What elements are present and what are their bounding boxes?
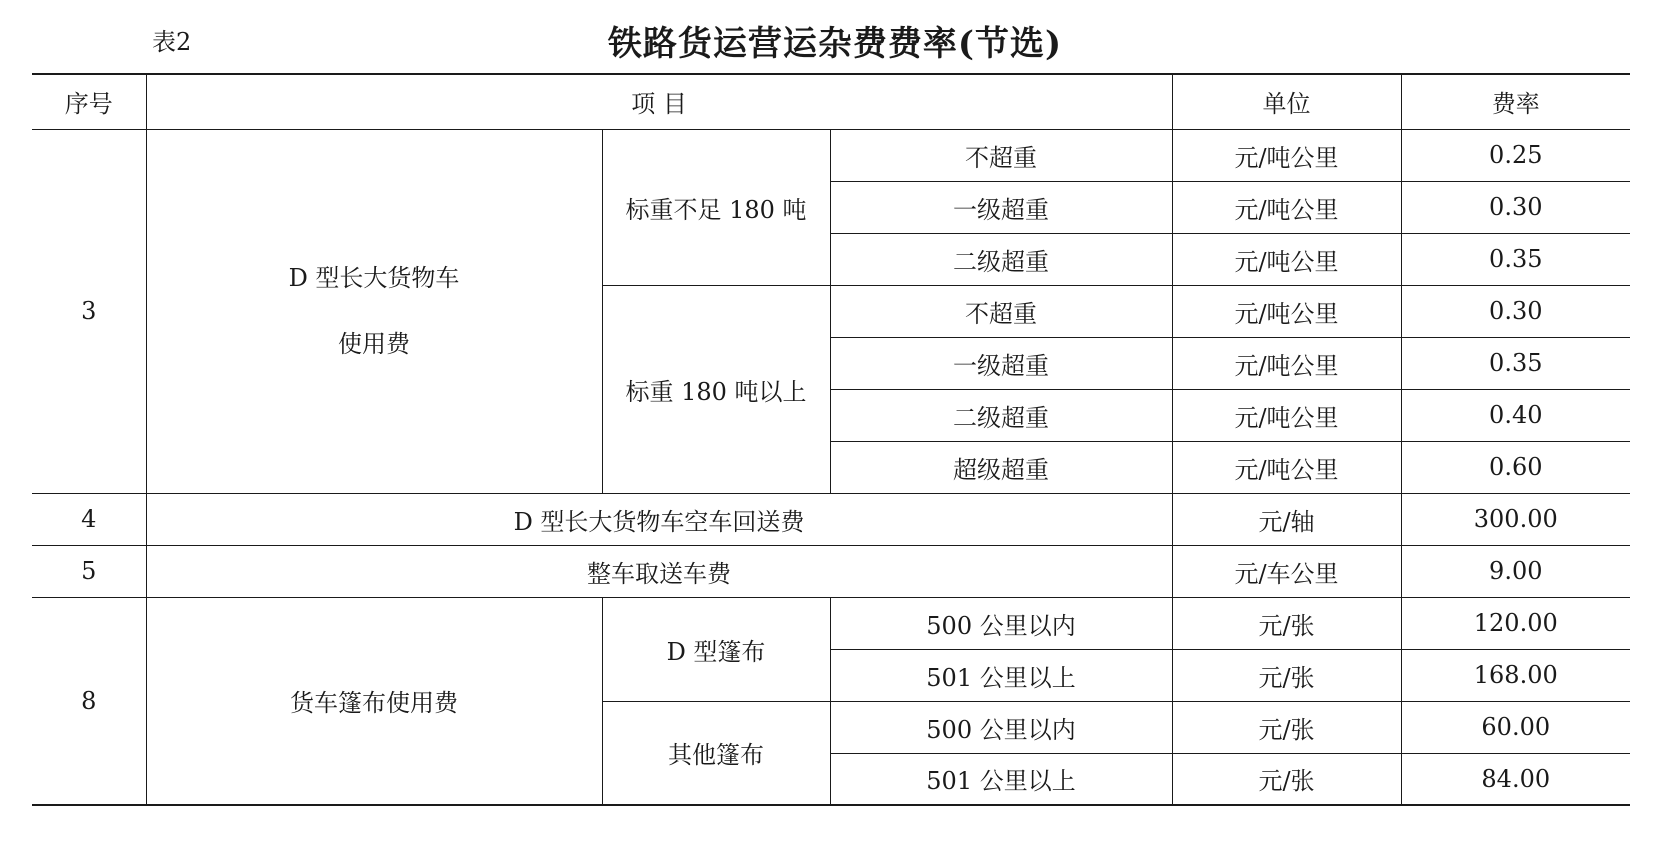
unit-cell: 元/张 xyxy=(1172,753,1401,805)
item-name-line: 使用费 xyxy=(338,330,410,358)
unit-cell: 元/吨公里 xyxy=(1172,441,1401,493)
item-name-line: D 型长大货物车 xyxy=(288,264,460,292)
group-label-cell: 标重不足 180 吨 xyxy=(602,129,830,285)
level-cell: 一级超重 xyxy=(830,337,1172,389)
rate-table xyxy=(32,73,1630,806)
item-name-cell: D 型长大货物车空车回送费 xyxy=(146,493,1172,545)
unit-cell: 元/张 xyxy=(1172,701,1401,753)
rate-cell: 0.60 xyxy=(1401,441,1630,493)
group-label-cell: 其他篷布 xyxy=(602,701,830,805)
rate-cell: 0.30 xyxy=(1401,285,1630,337)
level-cell: 501 公里以上 xyxy=(830,649,1172,701)
table-title: 铁路货运营运杂费费率(节选) xyxy=(607,24,1063,64)
table-caption: 表2 xyxy=(152,28,192,56)
level-cell: 二级超重 xyxy=(830,233,1172,285)
rate-cell: 9.00 xyxy=(1401,545,1630,597)
item-name-cell: 货车篷布使用费 xyxy=(146,597,602,805)
header-item: 项 目 xyxy=(146,74,1172,129)
level-cell: 一级超重 xyxy=(830,181,1172,233)
seq-cell: 3 xyxy=(32,129,146,493)
rate-cell: 0.35 xyxy=(1401,337,1630,389)
table-row xyxy=(32,493,1630,545)
level-cell: 500 公里以内 xyxy=(830,701,1172,753)
group-label-cell: D 型篷布 xyxy=(602,597,830,701)
item-name-cell: 整车取送车费 xyxy=(146,545,1172,597)
seq-cell: 8 xyxy=(32,597,146,805)
level-cell: 超级超重 xyxy=(830,441,1172,493)
table-row xyxy=(32,545,1630,597)
table-row xyxy=(32,597,1630,649)
header-unit: 单位 xyxy=(1172,74,1401,129)
level-cell: 不超重 xyxy=(830,285,1172,337)
rate-cell: 0.40 xyxy=(1401,389,1630,441)
unit-cell: 元/吨公里 xyxy=(1172,389,1401,441)
unit-cell: 元/吨公里 xyxy=(1172,285,1401,337)
header-rate: 费率 xyxy=(1401,74,1630,129)
unit-cell: 元/车公里 xyxy=(1172,545,1401,597)
header-row xyxy=(32,74,1630,129)
unit-cell: 元/张 xyxy=(1172,649,1401,701)
unit-cell: 元/吨公里 xyxy=(1172,337,1401,389)
item-name-cell xyxy=(146,129,602,493)
unit-cell: 元/吨公里 xyxy=(1172,181,1401,233)
rate-cell: 0.25 xyxy=(1401,129,1630,181)
rate-cell: 168.00 xyxy=(1401,649,1630,701)
unit-cell: 元/吨公里 xyxy=(1172,233,1401,285)
level-cell: 二级超重 xyxy=(830,389,1172,441)
rate-cell: 120.00 xyxy=(1401,597,1630,649)
unit-cell: 元/吨公里 xyxy=(1172,129,1401,181)
seq-cell: 5 xyxy=(32,545,146,597)
level-cell: 501 公里以上 xyxy=(830,753,1172,805)
rate-cell: 84.00 xyxy=(1401,753,1630,805)
rate-cell: 0.35 xyxy=(1401,233,1630,285)
unit-cell: 元/张 xyxy=(1172,597,1401,649)
level-cell: 500 公里以内 xyxy=(830,597,1172,649)
unit-cell: 元/轴 xyxy=(1172,493,1401,545)
rate-cell: 300.00 xyxy=(1401,493,1630,545)
seq-cell: 4 xyxy=(32,493,146,545)
rate-cell: 60.00 xyxy=(1401,701,1630,753)
header-seq: 序号 xyxy=(32,74,146,129)
group-label-cell: 标重 180 吨以上 xyxy=(602,285,830,493)
rate-cell: 0.30 xyxy=(1401,181,1630,233)
table-row xyxy=(32,129,1630,181)
level-cell: 不超重 xyxy=(830,129,1172,181)
